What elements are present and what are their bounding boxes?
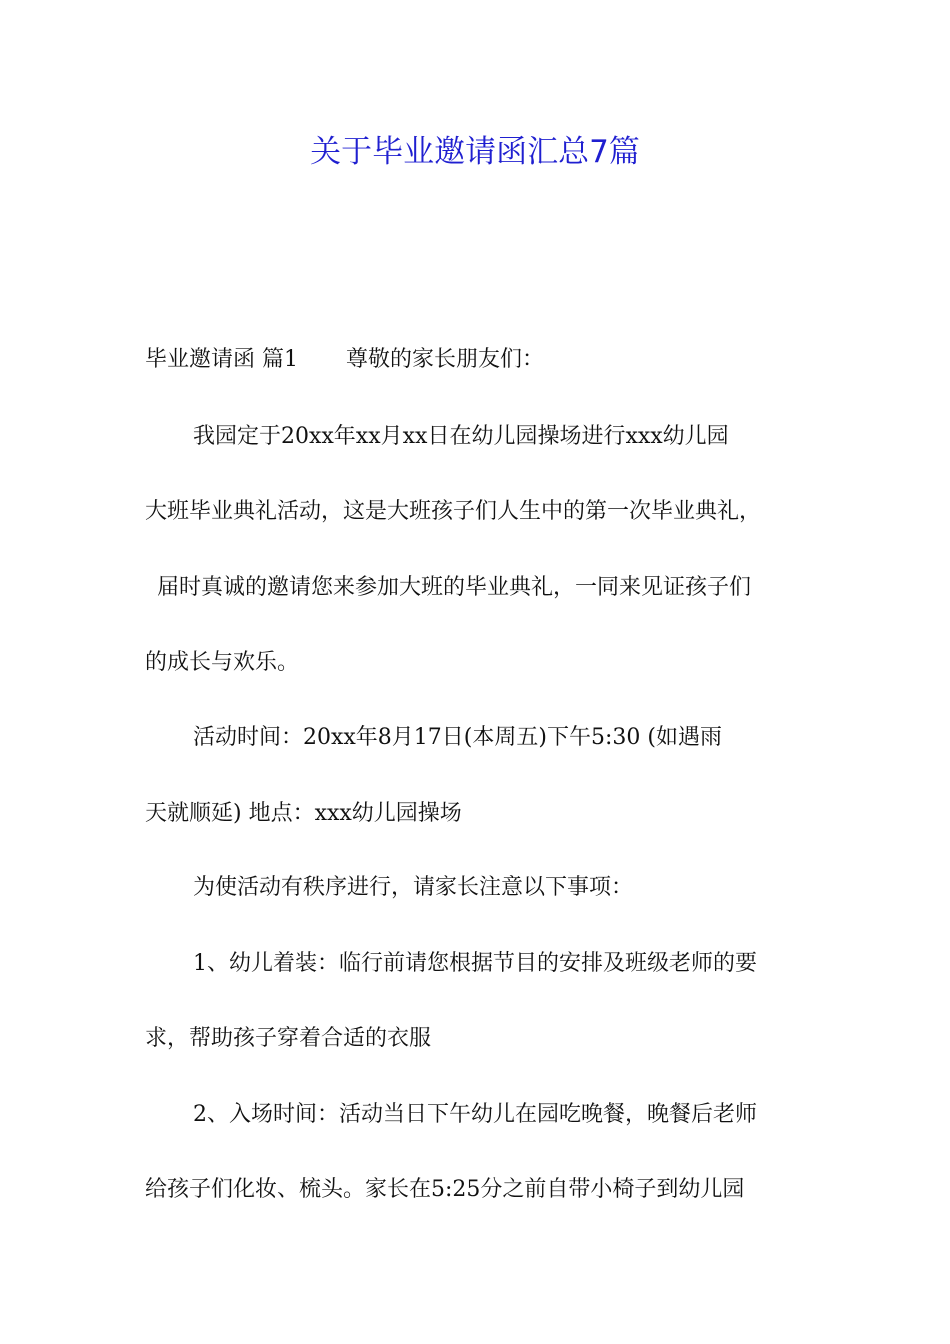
paragraph-line: 2、入场时间：活动当日下午幼儿在园吃晚餐，晚餐后老师: [193, 1102, 757, 1127]
paragraph-line: 大班毕业典礼活动，这是大班孩子们人生中的第一次毕业典礼，: [145, 499, 762, 524]
paragraph-line: 届时真诚的邀请您来参加大班的毕业典礼，一同来见证孩子们: [157, 575, 752, 600]
paragraph-line: 活动时间：20xx年8月17日(本周五)下午5:30 (如遇雨: [193, 725, 722, 750]
document-title: 关于毕业邀请函汇总7篇: [310, 134, 640, 170]
paragraph-line: 求，帮助孩子穿着合适的衣服: [145, 1026, 432, 1051]
paragraph-line: 我园定于20xx年xx月xx日在幼儿园操场进行xxx幼儿园: [193, 424, 729, 449]
paragraph-line: 为使活动有秩序进行，请家长注意以下事项：: [193, 875, 634, 900]
paragraph-line: 的成长与欢乐。: [145, 650, 300, 675]
paragraph-line: 天就顺延) 地点：xxx幼儿园操场: [145, 801, 462, 826]
section-heading: 毕业邀请函 篇1: [145, 347, 298, 372]
heading-line: [145, 342, 835, 378]
salutation: 尊敬的家长朋友们：: [346, 347, 545, 372]
paragraph-line: 1、幼儿着装：临行前请您根据节目的安排及班级老师的要: [193, 951, 757, 976]
paragraph-line: 给孩子们化妆、梳头。家长在5:25分之前自带小椅子到幼儿园: [145, 1177, 745, 1202]
